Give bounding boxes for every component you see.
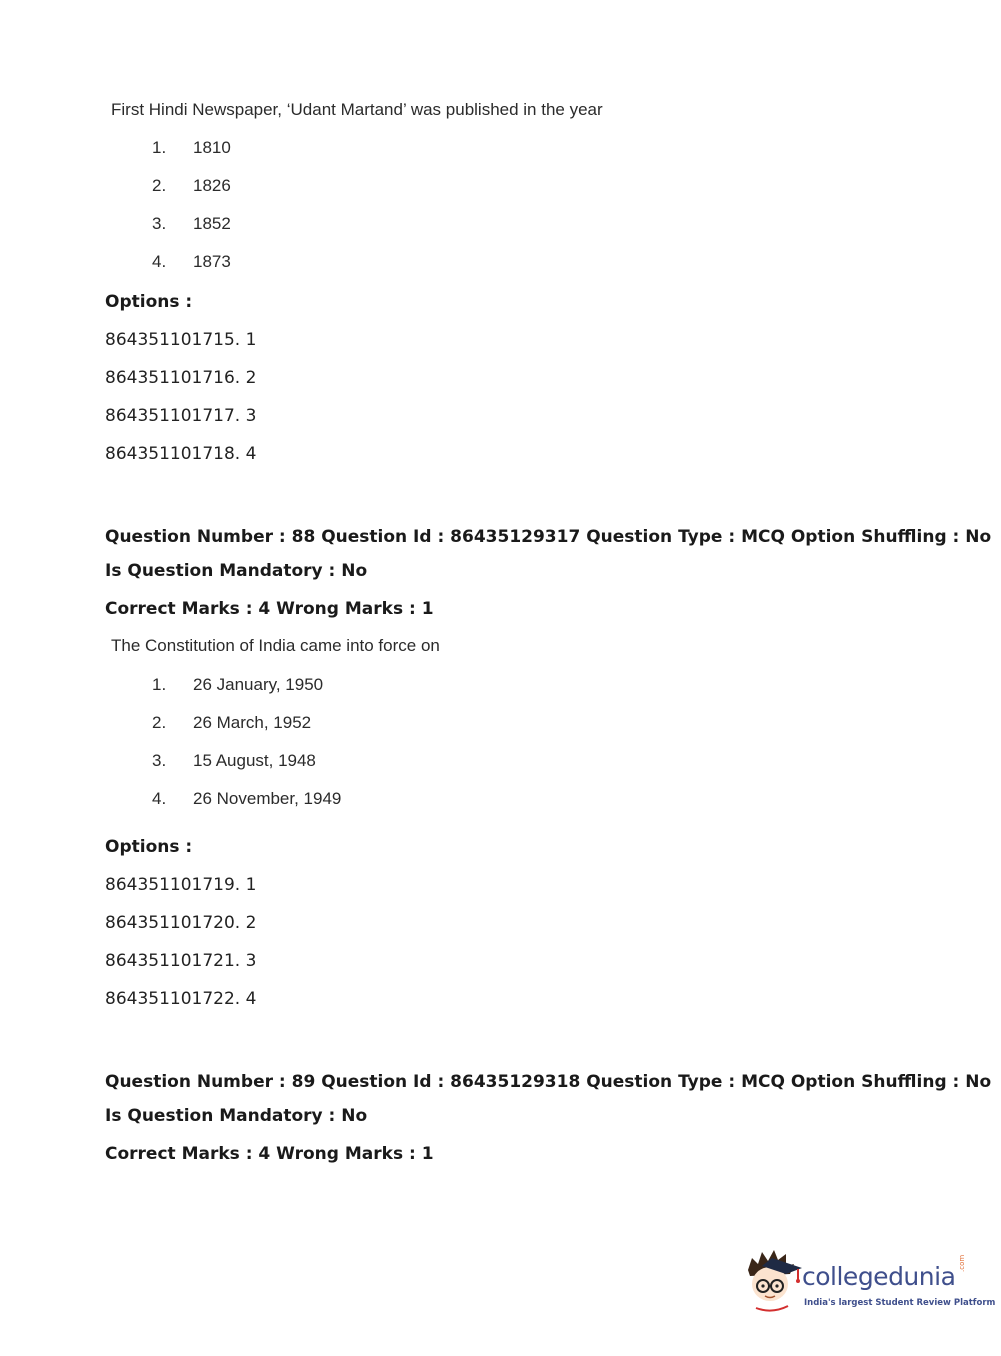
question-mandatory: Is Question Mandatory : No xyxy=(105,1106,368,1126)
options-label: Options : xyxy=(105,292,193,312)
option-id: 864351101720. 2 xyxy=(105,913,257,933)
choice-number: 3. xyxy=(152,751,167,770)
choice-number: 1. xyxy=(152,675,167,694)
choice-item xyxy=(152,252,231,272)
choice-item xyxy=(152,789,341,809)
question-text: The Constitution of India came into force on xyxy=(111,636,440,655)
choice-number: 4. xyxy=(152,789,167,808)
option-id: 864351101719. 1 xyxy=(105,875,257,895)
choice-text: 15 August, 1948 xyxy=(193,751,316,770)
question-text: First Hindi Newspaper, ‘Udant Martand’ was published in the year xyxy=(111,100,603,119)
option-id: 864351101722. 4 xyxy=(105,989,257,1009)
option-id: 864351101715. 1 xyxy=(105,330,257,350)
collegedunia-logo[interactable] xyxy=(742,1248,996,1318)
choice-text: 26 November, 1949 xyxy=(193,789,342,808)
question-meta: Question Number : 89 Question Id : 86435129318 Question Type : MCQ Option Shuffling : No xyxy=(105,1072,992,1092)
option-id: 864351101717. 3 xyxy=(105,406,257,426)
question-mandatory: Is Question Mandatory : No xyxy=(105,561,368,581)
option-id: 864351101721. 3 xyxy=(105,951,257,971)
mascot-icon xyxy=(742,1248,804,1314)
brand-suffix: .com xyxy=(958,1254,966,1272)
option-id: 864351101716. 2 xyxy=(105,368,257,388)
choice-text: 26 January, 1950 xyxy=(193,675,324,694)
choice-number: 1. xyxy=(152,138,167,157)
option-id: 864351101718. 4 xyxy=(105,444,257,464)
choice-number: 3. xyxy=(152,214,167,233)
choice-number: 2. xyxy=(152,176,167,195)
choice-text: 1873 xyxy=(193,252,231,271)
choice-item xyxy=(152,176,231,196)
choice-item xyxy=(152,751,316,771)
choice-number: 2. xyxy=(152,713,167,732)
choice-text: 1826 xyxy=(193,176,231,195)
brand-tagline: India's largest Student Review Platform xyxy=(804,1298,996,1308)
question-meta: Question Number : 88 Question Id : 86435129317 Question Type : MCQ Option Shuffling : No xyxy=(105,527,992,547)
choice-item xyxy=(152,713,311,733)
options-label: Options : xyxy=(105,837,193,857)
question-marks: Correct Marks : 4 Wrong Marks : 1 xyxy=(105,1144,434,1164)
choice-text: 26 March, 1952 xyxy=(193,713,312,732)
choice-item xyxy=(152,675,323,695)
question-marks: Correct Marks : 4 Wrong Marks : 1 xyxy=(105,599,434,619)
choice-item xyxy=(152,214,231,234)
choice-number: 4. xyxy=(152,252,167,271)
choice-text: 1810 xyxy=(193,138,231,157)
brand-name: collegedunia xyxy=(802,1262,956,1291)
choice-text: 1852 xyxy=(193,214,231,233)
choice-item xyxy=(152,138,231,158)
